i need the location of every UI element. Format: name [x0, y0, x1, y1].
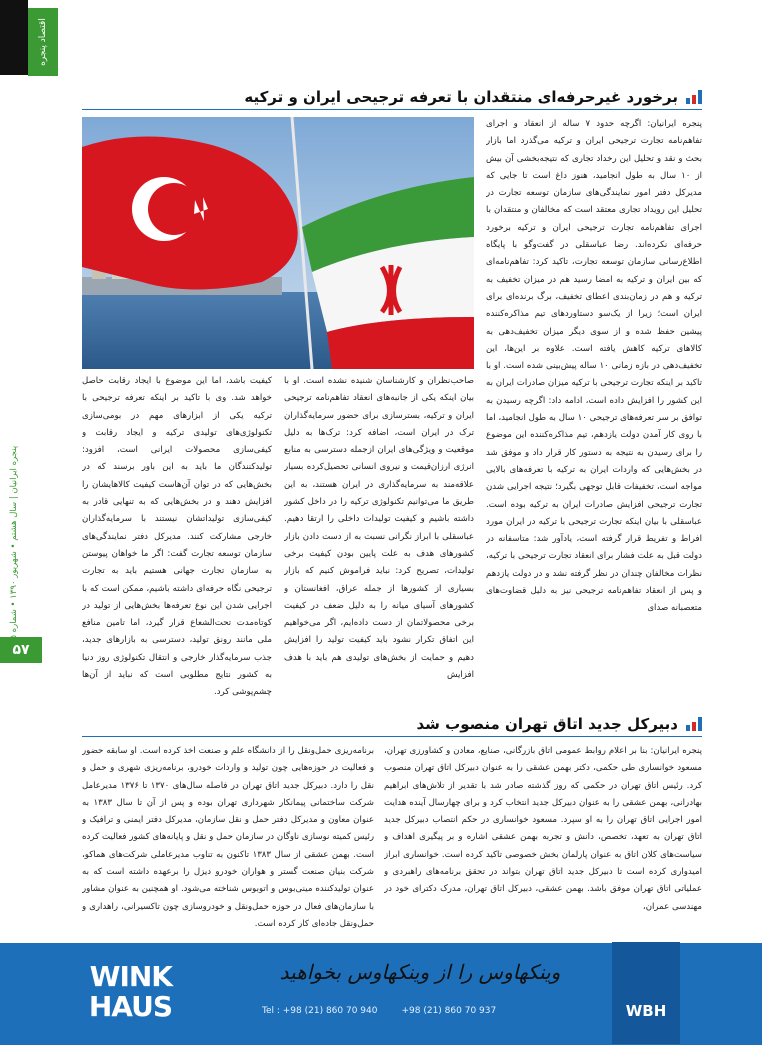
bar-logo-icon: [684, 717, 702, 731]
section-tab-label: اقتصاد پنجره: [38, 18, 48, 66]
article2-headline: [417, 715, 703, 733]
article1-title: برخورد غیرحرفه‌ای منتقدان با تعرفه ترجیحی ایران و ترکیه: [244, 88, 678, 106]
corner-block: [0, 0, 28, 75]
article1-col-right: پنجره ایرانیان: اگرچه حدود ۷ ساله از انعقاد و اجرای تفاهم‌نامه تجارت ترجیحی ایران و ترکیه می‌گذرد اما بازار بحث و نقد و تحلیل این رخداد تجاری که نتیجه‌بخشی آن بیش از ۱۰ سال به طول انجامید، هنوز داغ است تا جایی که مدیرکل دفتر امور نمایندگی‌های سازمان توسعه تجارت در تحلیل این رویداد تجاری معتقد است که مخالفان و منتقدان با اجرای تفاهم‌نامه تجارت ترجیحی ایران و ترکیه برخورد حرفه‌ای نکرده‌اند. رضا عباسقلی در گفت‌وگو با پایگاه اطلاع‌رسانی سازمان توسعه تجارت، تاکید کرد: تفاهم‌نامه‌ای که بین ایران و ترکیه به امضا رسید هم در میزان تخفیف به ترکیه و هم در زمان‌بندی اعطای تخفیف، برگ برنده‌ای برای ایران است؛ زیرا از یک‌سو دستاوردهای تیم مذاکره‌کننده پیشین حفظ شده و از سوی دیگر میزان تخفیف‌دهی به کالاهای ترکیه کاهش یافته است. علاوه بر این‌ها، این تخفیف‌دهی در بازه زمانی ۱۰ ساله پیش‌بینی شده است. او با تاکید بر اینکه تجارت ترجیحی با ترکیه میزان صادرات ایران به این کشور را افزایش داده است، ادامه داد: اگرچه رسیدن به توافق بر سر تعرفه‌های ترجیحی ۱۰ سال به طول انجامید، اما با روی کار آمدن دولت یازدهم، تیم مذاکره‌کننده این موضوع را برای رسیدن به نتیجه به دستور کار قرار داد و موفق شد در بخش‌هایی که واردات ایران به ترکیه با تعرفه‌های بالایی مواجه است، تخفیفات قابل توجهی بگیرد؛ نتیجه اجرایی شدن تجارت ترجیحی افزایش صادرات ایران به ترکیه بوده است. عباسقلی با بیان اینکه تجارت ترجیحی با ترکیه در ایران مورد افراط و تفریط قرار گرفته است، یادآور شد: متاسفانه در دولت قبل به علت فشار برای انعقاد تجارت ترجیحی با ترکیه، نظرات مخالفان چندان در نظر گرفته نشد و در دولت یازدهم و پس از انعقاد تفاهم‌نامه ترجیحی نیز به دلیل قضاوت‌های متعصبانه صدای: [486, 119, 702, 614]
section-tab[interactable]: [28, 8, 58, 76]
article1-rule: [82, 109, 702, 110]
flags-photo: [82, 117, 474, 369]
page-number: ۵۷: [0, 637, 42, 663]
bar-logo-icon: [684, 90, 702, 104]
winkhaus-logo: WINK HAUS: [88, 960, 172, 1023]
ad-phone-numbers: Tel : +98 (21) 860 70 940 +98 (21) 860 70 937: [262, 1006, 497, 1016]
issue-info-label: پنجره ایرانیان | سال هشتم • شهریور ۱۳۹۰ • شماره: [9, 445, 19, 633]
article1-col-left: کیفیت باشد، اما این موضوع با ایجاد رقابت حاصل خواهد شد. وی با تاکید بر اینکه تعرفه ترجیحی با ترکیه یکی از ابزارهای مهم در بومی‌سازی تکنولوژی‌های تولیدی ترکیه و ایجاد رقابت و کیفی‌سازی محصولات ایرانی است، افزود: تولیدکنندگان ما باید به این باور برسند که در بخش‌هایی که در توان آن‌هاست کیفیت کالاهایشان را افزایش دهند و در بخش‌هایی که به تنهایی قادر به کیفی‌سازی تولیداتشان نیستند با سرمایه‌گذاران خارجی مشارکت کنند. مدیرکل دفتر نمایندگی‌های سازمان توسعه تجارت گفت: اگر ما خواهان پیوستن به سازمان تجارت جهانی هستیم باید به تجارت ترجیحی نگاه حرفه‌ای داشته باشیم، ممکن است که با اجرایی شدن این نوع تعرفه‌ها بخش‌هایی از تولید در کوتاه‌مدت تحت‌الشعاع قرار گیرد، اما تامین منافع ملی مانند رونق تولید، دسترسی به بازارهای جدید، جذب سرمایه‌گذار خارجی و انتقال تکنولوژی روز دنیا به کشور نتایج مطلوبی است که نباید از آن‌ها چشم‌پوشی کرد.: [82, 376, 272, 698]
wbh-logo: WBH: [612, 942, 680, 1044]
issue-info: [8, 415, 20, 675]
ad-slogan: وینکهاوس را از وینکهاوس بخواهید: [279, 960, 561, 984]
article2-col-left: برنامه‌ریزی حمل‌ونقل را از دانشگاه علم و صنعت اخذ کرده است. او سابقه حضور و فعالیت در حوزه‌هایی چون تولید و واردات خودرو، برنامه‌ریزی شهری و حمل و نقل را دارد. دبیرکل جدید اتاق تهران در فاصله سال‌های ۱۳۷۰ تا ۱۳۷۶ مدیرعامل شرکت ساختمانی پیمانکار شهرداری تهران بوده و پس از آن تا سال ۱۳۸۳ به عنوان معاون و مدیرکل دفتر حمل و نقل سازمان، مدیرکل دفتر ایمنی و ترافیک و رئیس کمیته نوسازی ناوگان در سازمان حمل و نقل و پایانه‌های کشور فعالیت کرده است. بهمن عشقی از سال ۱۳۸۳ تاکنون به تناوب مدیرعاملی شرکت‌های هماکو، شرکت بنیان صنعت گستر و هواران خودرو دیزل را برعهده داشته است که به عنوان تولیدکننده مینی‌بوس و اتوبوس شناخته می‌شود. او همچنین به عنوان مشاور با سازمان‌های فعال در حوزه حمل‌ونقل و خودروسازی چون تاکسیرانی، راهداری و حمل‌ونقل جاده‌ای کار کرده است.: [82, 746, 374, 929]
article2-rule: [82, 736, 702, 737]
article2-col-right: پنجره ایرانیان: بنا بر اعلام روابط عمومی اتاق بازرگانی، صنایع، معادن و کشاورزی تهران، مسعود خوانساری طی حکمی، دکتر بهمن عشقی را به عنوان دبیرکل اتاق تهران منصوب کرد. رئیس اتاق تهران در حکمی که روز گذشته صادر شد با تقدیر از تلاش‌های ابراهیم بهادرانی، بهمن عشقی را به عنوان دبیرکل جدید انتخاب کرد و برای چهارسال آینده هدایت امور اجرایی اتاق تهران را به او سپرد. مسعود خوانساری در حکم انتصاب دبیرکل جدید اتاق تهران به تعهد، تخصص، دانش و تجربه بهمن عشقی اشاره و بر پیگیری اهداف و سیاست‌های کلان اتاق به عنوان پارلمان بخش خصوصی تاکید کرده است. خوانساری ابراز امیدواری کرده است تا دبیرکل جدید اتاق تهران بتواند در تحقق برنامه‌های راهبردی و عملیاتی اتاق تهران موفق باشد. بهمن عشقی، دبیرکل اتاق تهران، مدرک دکترای خود در مهندسی عمران،: [384, 746, 702, 912]
article1-headline: [244, 88, 702, 106]
article2-title: دبیرکل جدید اتاق تهران منصوب شد: [416, 715, 678, 733]
article1-col-middle: صاحب‌نظران و کارشناسان شنیده نشده است. او با بیان اینکه یکی از جانبه‌های انعقاد تفاهم‌نامه ترجیحی ایران و ترکیه، بسترسازی برای حضور سرمایه‌گذاران ترک در ایران است، اضافه کرد: ترک‌ها به دلیل موقعیت و ویژگی‌های ایران ازجمله دسترسی به منابع انرژی ارزان‌قیمت و نیروی انسانی تحصیل‌کرده بسیار علاقه‌مند به سرمایه‌گذاری در ایران هستند، به این طریق ما می‌توانیم تکنولوژی ترکیه را در داخل کشور داشته باشیم و کیفیت تولیدات داخلی را ارتقا دهیم. عباسقلی با ابراز نگرانی نسبت به از دست دادن بازار کشورهای هدف به علت پایین بودن کیفیت برخی تولیدات، تصریح کرد: نباید فراموش کنیم که بازار بسیاری از کشورها از جمله عراق، افغانستان و کشورهای آسیای میانه را به دلیل ضعف در کیفیت برخی محصولاتمان از دست داده‌ایم، اگر می‌خواهیم این اتفاق تکرار نشود باید کیفیت تولید را افزایش دهیم و حمایت از بخش‌های تولیدی هم باید با هدف افزایش: [284, 376, 474, 681]
